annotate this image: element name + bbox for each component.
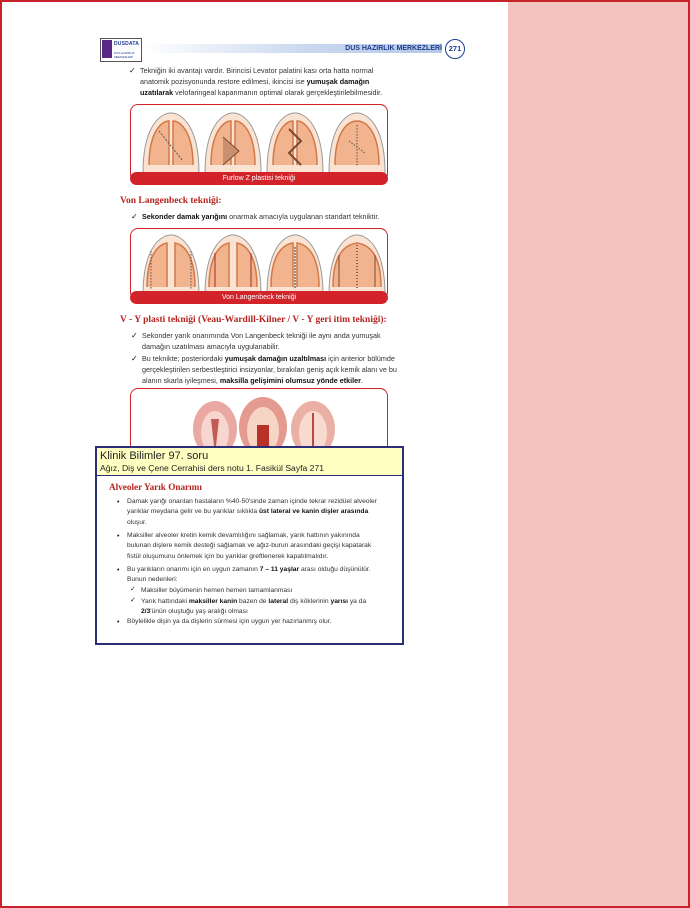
note-header [97, 448, 402, 476]
check-icon: ✓ [131, 331, 138, 340]
furlow-figure [130, 104, 388, 182]
palate-drawing-2 [205, 113, 261, 173]
note-title: Klinik Bilimler 97. soru [100, 450, 209, 462]
note-subtitle: Ağız, Diş ve Çene Cerrahisi ders notu 1. Fasikül Sayfa 271 [100, 463, 325, 473]
langenbeck-palate-illustrations [131, 229, 387, 299]
bullet-icon: • [117, 619, 120, 626]
note-paragraph-2: Maksiller alveoler kretin kemik devamlılığını sağlamak, yarık hattının yakınında bulunan dişlere kemik desteği sağlamak ve ağız-burun arasındaki geçişi kapatarak fistül oluşumunu önlemek için bu yarıklar greftlenerek kapatılmalıdır. [127, 532, 372, 560]
dusdata-logo: DUSDATA DUS HAZIRLIK MERKEZLERİ [100, 38, 142, 62]
furlow-caption: Furlow Z plastisi tekniği [130, 172, 388, 185]
bullet-icon: • [117, 567, 120, 574]
vy-bullet-1: Sekonder yarık onarımında Von Langenbeck tekniği ile aynı anda yumuşak damağın uzatılması amacıyla uygulanabilir. [142, 331, 381, 351]
check-icon: ✓ [131, 212, 138, 221]
check-icon: ✓ [131, 354, 138, 363]
bullet-icon: • [117, 533, 120, 540]
check-icon: ✓ [129, 66, 136, 75]
palate-drawing-1 [143, 235, 199, 295]
palate-drawing-4 [329, 235, 385, 295]
vy-heading: V - Y plasti tekniği (Veau-Wardill-Kilner / V - Y geri itim tekniği): [120, 315, 387, 325]
reason-1: Maksiller büyümenin hemen hemen tamamlanması [141, 587, 293, 594]
alveolar-heading: Alveoler Yarık Onarımı [109, 482, 202, 492]
langenbeck-figure [130, 228, 388, 300]
palate-drawing-1 [143, 113, 199, 173]
intro-paragraph: Tekniğin iki avantajı vardır. Birincisi Levator palatini kası orta hatta normal anatomik pozisyonunda restore edilmesi, ikincisi ise yumuşak damağın uzatılarak velofaringeal kapanmanın optimal olarak gerçekleştirilebilmesidir. [140, 66, 383, 97]
von-langenbeck-heading: Von Langenbeck tekniği: [120, 196, 222, 206]
note-paragraph-3: Bu yarıkların onarımı için en uygun zamanın 7 – 11 yaşlar arası olduğu düşünülür. Bunun nedenleri: [127, 566, 371, 584]
palate-drawing-2 [205, 235, 261, 295]
note-paragraph-1: Damak yarığı onarılan hastaların %40-50'sinde zaman içinde tekrar rezidüel alveoler yarıklar meydana gelir ve bu yarıklar sıklıkla üst lateral ve kanin dişler arasında oluşur. [127, 498, 377, 526]
vy-bullet-2: Bu teknikte; posteriordaki yumuşak damağın uzaltılması için anterior bölümde gerçekleştirilen serbestleştirici insizyonlar, bırakılan geniş açık kemik alanı ve bu alanın skarla iyileşmesi, maksilla gelişimini olumsuz yönde etkiler. [142, 354, 397, 385]
bullet-icon: • [117, 499, 120, 506]
page-number: 271 [445, 39, 465, 59]
check-icon: ✓ [130, 597, 136, 604]
clinical-note-box [95, 446, 404, 645]
von-langenbeck-text: Sekonder damak yarığını onarmak amacıyla uygulanan standart tekniktir. [142, 212, 380, 221]
side-panel [508, 2, 688, 906]
reason-2: Yarık hattındaki maksiller kanin bazen de lateral diş köklerinin yarısı ya da 2/3'ünün oluştuğu yaş aralığı olması [141, 598, 367, 616]
palate-drawing-3 [267, 235, 323, 295]
header-title: DUS HAZIRLIK MERKEZLERİ [345, 45, 442, 52]
check-icon: ✓ [130, 586, 136, 593]
furlow-palate-illustrations [131, 105, 387, 181]
langenbeck-caption: Von Langenbeck tekniği [130, 291, 388, 304]
palate-drawing-3 [267, 113, 323, 173]
palate-drawing-4 [329, 113, 385, 173]
note-paragraph-4: Böylelikle dişin ya da dişlerin sürmesi için uygun yer hazırlanmış olur. [127, 618, 332, 625]
